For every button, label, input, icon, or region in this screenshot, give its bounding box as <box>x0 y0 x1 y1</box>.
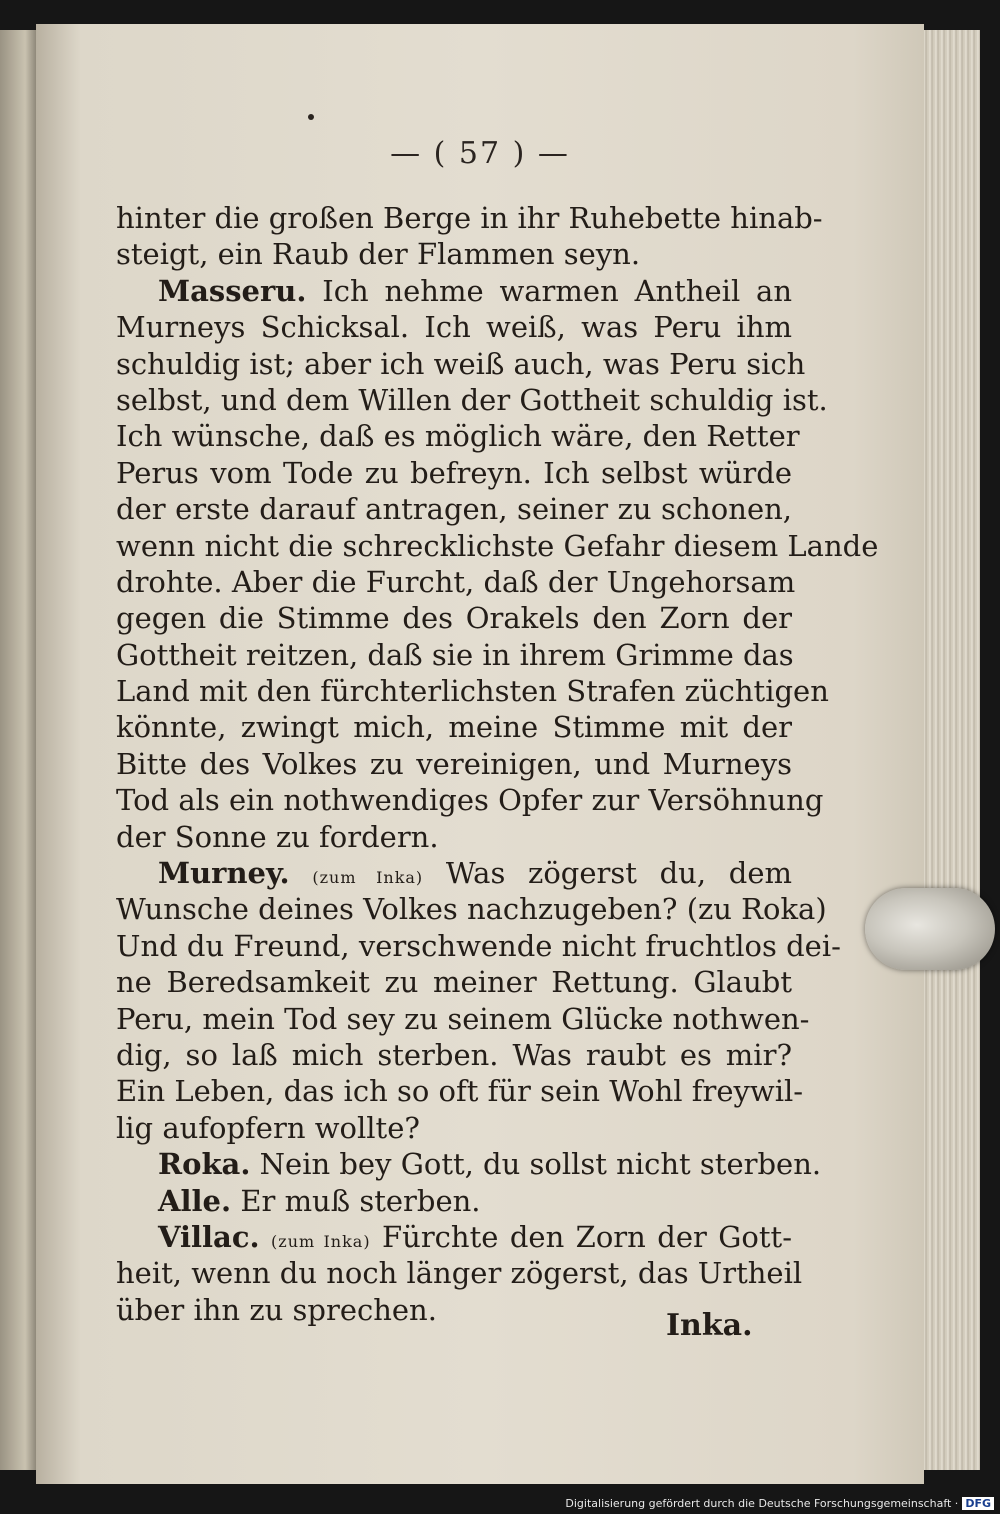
line-text: könnte, zwingt mich, meine Stimme mit der <box>116 710 792 745</box>
speaker-name: Masseru. <box>158 273 307 308</box>
line-text: dig, so laß mich sterben. Was raubt es mir? <box>116 1037 792 1072</box>
line-text: Gottheit reitzen, daß sie in ihrem Grimme das <box>116 637 794 672</box>
text-line <box>116 1255 803 1291</box>
ink-dot <box>308 114 314 120</box>
text-line <box>116 782 824 818</box>
text-line <box>116 673 829 709</box>
page-number-header: — ( 57 ) — <box>390 136 570 171</box>
text-line <box>116 855 792 891</box>
text-line <box>116 1146 822 1182</box>
body-text <box>116 200 879 1328</box>
text-line <box>116 709 792 745</box>
stage-direction: (zum Inka) <box>312 868 424 888</box>
line-text: Wunsche deines Volkes nachzugeben? (zu Roka) <box>116 892 827 927</box>
catchword: Inka. <box>666 1308 753 1343</box>
text-line <box>116 600 792 636</box>
text-line <box>116 346 806 382</box>
text-line <box>116 1183 792 1219</box>
text-line <box>116 964 792 1000</box>
footer-credit <box>0 1497 994 1510</box>
text-line <box>116 528 879 564</box>
line-text: Und du Freund, verschwende nicht fruchtlos dei- <box>116 928 841 963</box>
page-clip <box>865 888 995 970</box>
text-line <box>116 418 800 454</box>
line-text: heit, wenn du noch länger zögerst, das Urtheil <box>116 1256 803 1291</box>
text-line <box>116 637 792 673</box>
line-text: Land mit den fürchterlichsten Strafen züchtigen <box>116 674 829 709</box>
line-text: drohte. Aber die Furcht, daß der Ungehorsam <box>116 564 796 599</box>
text-line <box>116 1073 804 1109</box>
text-line <box>116 891 827 927</box>
line-text: ne Beredsamkeit zu meiner Rettung. Glaubt <box>116 965 792 1000</box>
footer-credit-text: Digitalisierung gefördert durch die Deutsche Forschungsgemeinschaft · <box>565 1497 959 1510</box>
page-stack-edges <box>922 30 980 1470</box>
speaker-name: Alle. <box>158 1183 232 1218</box>
stage-direction: (zum Inka) <box>271 1231 371 1251</box>
text-line <box>116 819 792 855</box>
line-text: Perus vom Tode zu befreyn. Ich selbst würde <box>116 455 792 490</box>
text-line <box>116 382 828 418</box>
line-text: Fürchte den Zorn der Gott- <box>382 1219 792 1254</box>
line-text: Bitte des Volkes zu vereinigen, und Murneys <box>116 746 792 781</box>
line-text: Was zögerst du, dem <box>445 856 793 891</box>
line-text: Murneys Schicksal. Ich weiß, was Peru ihm <box>116 310 792 345</box>
text-line <box>116 491 792 527</box>
line-text: Ein Leben, das ich so oft für sein Wohl freywil- <box>116 1074 804 1109</box>
line-text: Ich nehme warmen Antheil an <box>322 273 792 308</box>
text-line <box>116 1110 792 1146</box>
text-line <box>116 746 792 782</box>
line-text: selbst, und dem Willen der Gottheit schuldig ist. <box>116 382 828 417</box>
text-line <box>116 564 796 600</box>
line-text: schuldig ist; aber ich weiß auch, was Peru sich <box>116 346 806 381</box>
line-text: der Sonne zu fordern. <box>116 819 439 854</box>
text-line <box>116 273 792 309</box>
speaker-name: Villac. <box>158 1219 260 1254</box>
line-text: hinter die großen Berge in ihr Ruhebette hinab- <box>116 201 823 235</box>
speaker-name: Murney. <box>158 856 290 891</box>
line-text: Tod als ein nothwendiges Opfer zur Versöhnung <box>116 783 824 818</box>
line-text: steigt, ein Raub der Flammen seyn. <box>116 237 641 272</box>
line-text: Er muß sterben. <box>240 1183 481 1218</box>
text-line <box>116 200 823 236</box>
facing-page-edge <box>0 30 36 1470</box>
text-line <box>116 455 792 491</box>
line-text: Ich wünsche, daß es möglich wäre, den Retter <box>116 419 800 454</box>
text-line <box>116 309 792 345</box>
line-text: wenn nicht die schrecklichste Gefahr diesem Lande <box>116 528 879 563</box>
line-text: über ihn zu sprechen. <box>116 1292 437 1327</box>
line-text: gegen die Stimme des Orakels den Zorn der <box>116 601 792 636</box>
line-text: Peru, mein Tod sey zu seinem Glücke nothwen- <box>116 1001 810 1036</box>
text-line <box>116 236 792 272</box>
text-line <box>116 1001 810 1037</box>
text-line <box>116 1219 792 1255</box>
line-text: lig aufopfern wollte? <box>116 1110 420 1145</box>
speaker-name: Roka. <box>158 1147 251 1182</box>
book-page <box>36 24 924 1484</box>
dfg-logo: DFG <box>962 1497 994 1510</box>
text-line <box>116 1037 792 1073</box>
line-text: Nein bey Gott, du sollst nicht sterben. <box>259 1147 822 1182</box>
line-text: der erste darauf antragen, seiner zu schonen, <box>116 492 792 527</box>
text-line <box>116 928 841 964</box>
